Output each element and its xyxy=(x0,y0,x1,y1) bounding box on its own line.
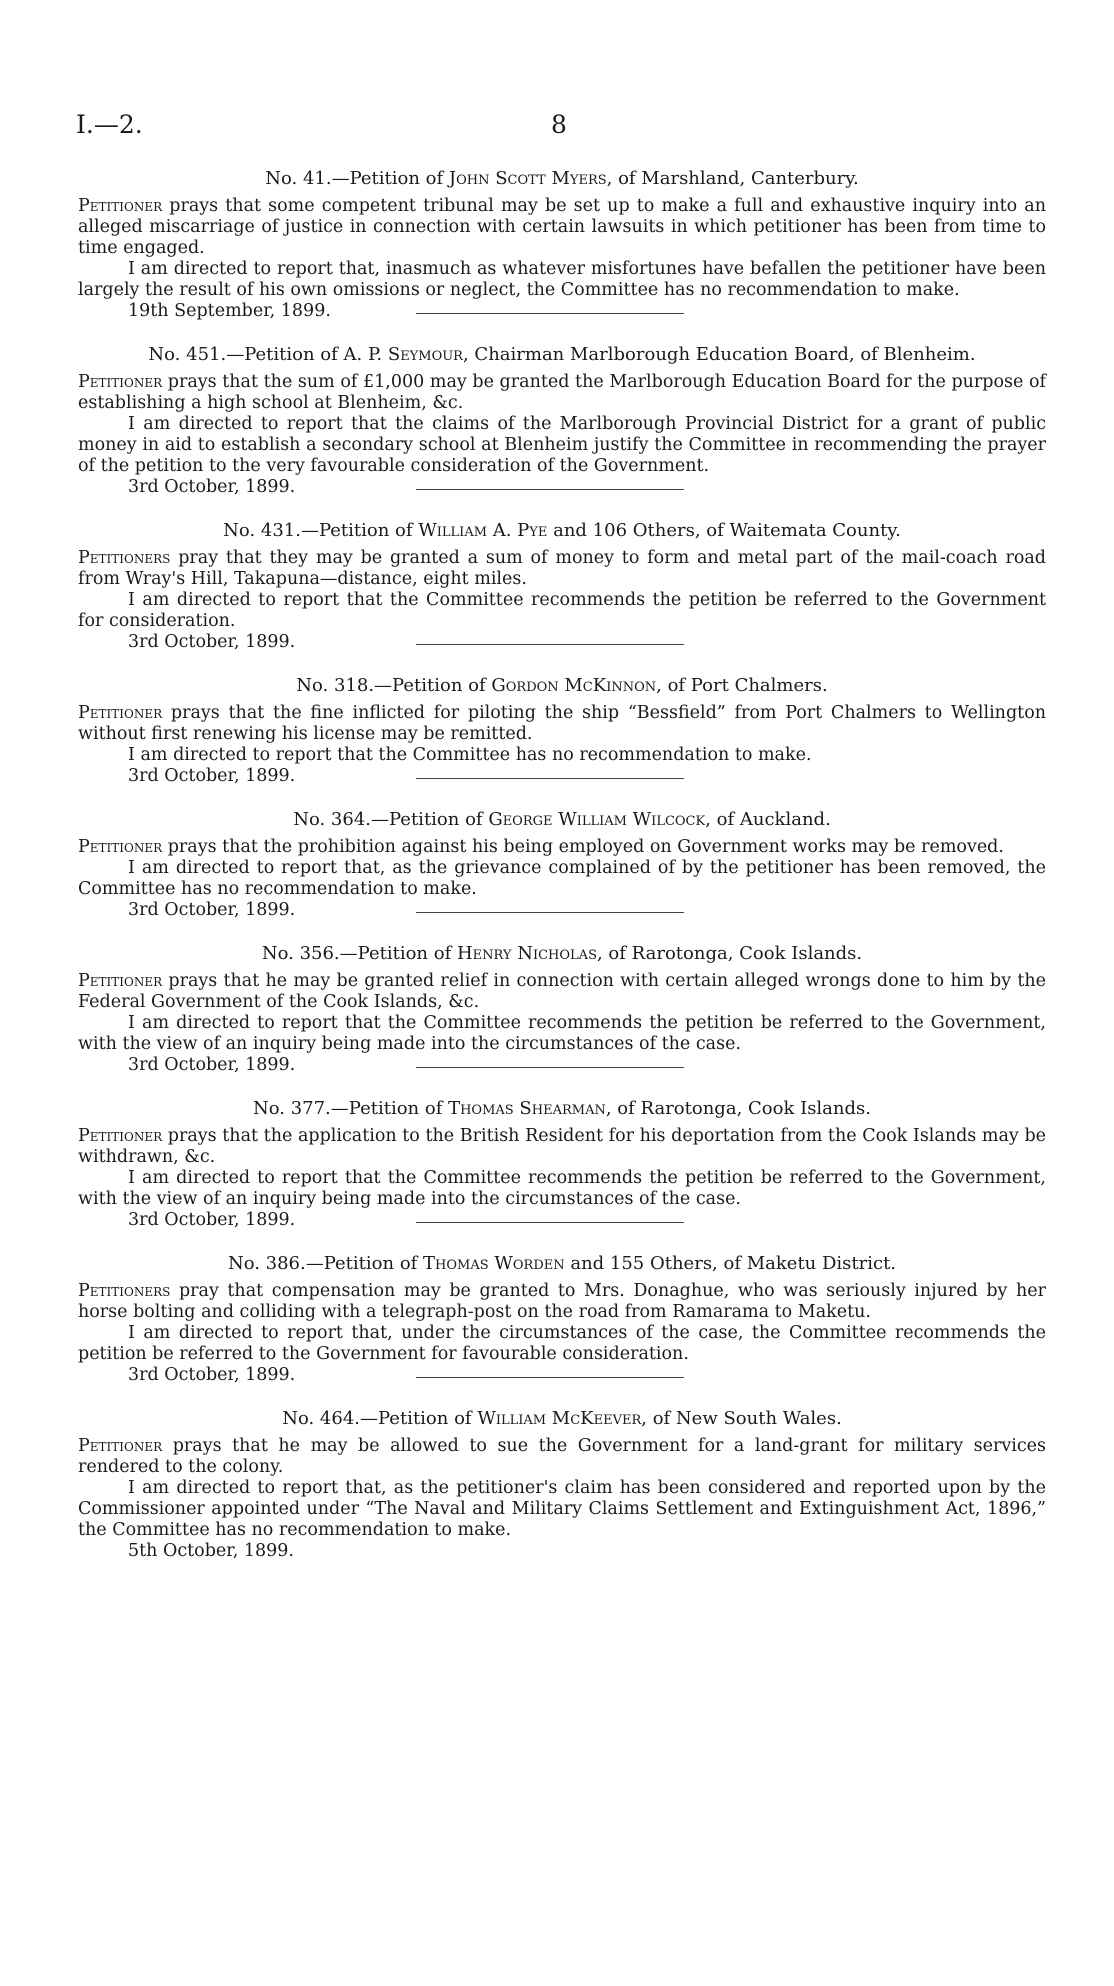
separator-rule xyxy=(416,644,684,645)
petition-number: No. 464.—Petition of xyxy=(282,1408,478,1429)
petition-number: No. 451.—Petition of A. P. xyxy=(148,344,388,365)
petitioner-lead-word: Petitioner xyxy=(78,703,163,723)
report-date-line xyxy=(78,1541,1046,1562)
report-date: 3rd October, 1899. xyxy=(128,632,296,652)
petition-prayer xyxy=(78,1436,1046,1478)
report-date-line xyxy=(78,632,1046,653)
petitioner-lead-word: Petitioners xyxy=(78,548,171,568)
separator-rule xyxy=(416,778,684,779)
petition-entry xyxy=(78,943,1046,1076)
petition-origin: , of Marshland, Canterbury. xyxy=(606,168,859,189)
report-date-line xyxy=(78,301,1046,322)
petition-number: No. 356.—Petition of xyxy=(261,943,457,964)
report-date-line xyxy=(78,1210,1046,1231)
petition-origin: , Chairman Marlborough Education Board, of Blenheim. xyxy=(462,344,976,365)
prayer-text: pray that they may be granted a sum of money to form and metal part of the mail-coach road from Wray's Hill, Takapuna—distance, eight miles. xyxy=(78,548,1046,589)
report-date: 19th September, 1899. xyxy=(128,301,331,321)
report-date-line xyxy=(78,477,1046,498)
petitioner-lead-word: Petitioner xyxy=(78,196,163,216)
committee-report: I am directed to report that, as the petitioner's claim has been considered and reported upon by the Commissioner appointed under “The Naval and Military Claims Settlement and Extinguishment Act, 1896,” the Committee has no recommendation to make. xyxy=(78,1478,1046,1540)
petition-entry xyxy=(78,675,1046,787)
prayer-text: prays that the prohibition against his being employed on Government works may be removed. xyxy=(162,837,1004,857)
separator-rule xyxy=(416,912,684,913)
petition-number: No. 364.—Petition of xyxy=(293,809,489,830)
petition-entry xyxy=(78,1098,1046,1231)
petition-entry xyxy=(78,809,1046,921)
report-date: 5th October, 1899. xyxy=(128,1541,294,1561)
petitioner-lead-word: Petitioner xyxy=(78,971,163,991)
report-date-line xyxy=(78,766,1046,787)
committee-report: I am directed to report that, inasmuch as whatever misfortunes have befallen the petitioner have been largely the result of his own omissions or neglect, the Committee has no recommendation to make. xyxy=(78,259,1046,300)
committee-report: I am directed to report that the Committee recommends the petition be referred to the Government, with the view of an inquiry being made into the circumstances of the case. xyxy=(78,1013,1046,1054)
petition-number: No. 377.—Petition of xyxy=(252,1098,449,1119)
petitioner-lead-word: Petitioner xyxy=(78,1126,163,1146)
report-date-line xyxy=(78,1055,1046,1076)
committee-report: I am directed to report that the Committee recommends the petition be referred to the Government, with the view of an inquiry being made into the circumstances of the case. xyxy=(78,1168,1046,1209)
prayer-text: prays that he may be granted relief in connection with certain alleged wrongs done to him by the Federal Government of the Cook Islands, &c. xyxy=(78,971,1046,1012)
page-header xyxy=(76,110,1036,150)
separator-rule xyxy=(416,489,684,490)
petition-origin: , of Auckland. xyxy=(705,809,831,830)
committee-report: I am directed to report that, under the circumstances of the case, the Committee recommends the petition be referred to the Government for favourable consideration. xyxy=(78,1323,1046,1364)
petition-prayer xyxy=(78,196,1046,259)
petition-prayer xyxy=(78,837,1046,858)
petition-prayer xyxy=(78,1126,1046,1168)
report-date-line xyxy=(78,900,1046,921)
petition-origin: , of Rarotonga, Cook Islands. xyxy=(596,943,863,964)
petitioner-name: Thomas Worden xyxy=(423,1253,565,1274)
petition-origin: , of New South Wales. xyxy=(641,1408,842,1429)
petition-title xyxy=(78,168,1046,190)
petition-origin: , of Rarotonga, Cook Islands. xyxy=(605,1098,871,1119)
petition-title xyxy=(78,344,1046,366)
petition-number: No. 41.—Petition of xyxy=(265,168,449,189)
petition-title xyxy=(78,1253,1046,1275)
petition-title xyxy=(78,1098,1046,1120)
petitioner-name: Thomas Shearman xyxy=(448,1098,606,1119)
petitioner-lead-word: Petitioner xyxy=(78,837,163,857)
petition-prayer xyxy=(78,372,1046,414)
report-date-line xyxy=(78,1365,1046,1386)
petitioner-name: George William Wilcock xyxy=(488,809,706,830)
petition-title xyxy=(78,675,1046,697)
petition-list xyxy=(78,168,1046,1584)
petitioner-name: John Scott Myers xyxy=(448,168,607,189)
prayer-text: prays that the fine inflicted for piloting the ship “Bessfield” from Port Chalmers to Wellington without first renewing his license may be remitted. xyxy=(78,703,1046,744)
petition-title xyxy=(78,1408,1046,1430)
petition-origin: and 106 Others, of Waitemata County. xyxy=(547,520,901,541)
prayer-text: prays that the sum of £1,000 may be granted the Marlborough Education Board for the purpose of establishing a high school at Blenheim, &c. xyxy=(78,372,1046,413)
prayer-text: prays that some competent tribunal may be set up to make a full and exhaustive inquiry into an alleged miscarriage of justice in connection with certain lawsuits in which petitioner has been from time to time engaged. xyxy=(78,196,1046,258)
petition-origin: and 155 Others, of Maketu District. xyxy=(564,1253,897,1274)
petition-prayer xyxy=(78,548,1046,590)
page-number: 8 xyxy=(551,110,567,139)
petitioner-lead-word: Petitioner xyxy=(78,372,163,392)
document-reference: I.—2. xyxy=(76,110,143,139)
separator-rule xyxy=(416,1222,684,1223)
petition-entry xyxy=(78,344,1046,498)
report-date: 3rd October, 1899. xyxy=(128,900,296,920)
petitioner-name: Henry Nicholas xyxy=(456,943,597,964)
petition-prayer xyxy=(78,1281,1046,1323)
petition-number: No. 318.—Petition of xyxy=(296,675,492,696)
committee-report: I am directed to report that the Committee has no recommendation to make. xyxy=(128,745,812,765)
separator-rule xyxy=(416,1067,684,1068)
petition-number: No. 386.—Petition of xyxy=(227,1253,424,1274)
petition-entry xyxy=(78,1253,1046,1386)
petitioner-name: Seymour xyxy=(387,344,463,365)
petition-entry xyxy=(78,1408,1046,1562)
separator-rule xyxy=(416,1377,684,1378)
petition-entry xyxy=(78,168,1046,322)
petition-title xyxy=(78,520,1046,542)
petition-number: No. 431.—Petition of xyxy=(223,520,419,541)
prayer-text: pray that compensation may be granted to Mrs. Donaghue, who was seriously injured by her horse bolting and colliding with a telegraph-post on the road from Ramarama to Maketu. xyxy=(78,1281,1046,1322)
report-date: 3rd October, 1899. xyxy=(128,1210,296,1230)
petition-origin: , of Port Chalmers. xyxy=(656,675,828,696)
separator-rule xyxy=(416,313,684,314)
petition-prayer xyxy=(78,703,1046,745)
report-date: 3rd October, 1899. xyxy=(128,477,296,497)
prayer-text: prays that he may be allowed to sue the Government for a land-grant for military services rendered to the colony. xyxy=(78,1436,1046,1477)
petition-title xyxy=(78,943,1046,965)
petition-entry xyxy=(78,520,1046,653)
petition-title xyxy=(78,809,1046,831)
report-date: 3rd October, 1899. xyxy=(128,1365,296,1385)
committee-report: I am directed to report that, as the grievance complained of by the petitioner has been removed, the Committee has no recommendation to make. xyxy=(78,858,1046,899)
prayer-text: prays that the application to the British Resident for his deportation from the Cook Islands may be withdrawn, &c. xyxy=(78,1126,1046,1167)
committee-report: I am directed to report that the Committee recommends the petition be referred to the Government for consideration. xyxy=(78,590,1046,631)
petitioner-name: William A. Pye xyxy=(418,520,548,541)
petition-prayer xyxy=(78,971,1046,1013)
petitioner-lead-word: Petitioner xyxy=(78,1436,163,1456)
petitioner-name: Gordon McKinnon xyxy=(491,675,657,696)
report-date: 3rd October, 1899. xyxy=(128,766,296,786)
committee-report: I am directed to report that the claims of the Marlborough Provincial District for a grant of public money in aid to establish a secondary school at Blenheim justify the Committee in recommending the prayer of the petition to the very favourable consideration of the Government. xyxy=(78,414,1046,476)
petitioner-lead-word: Petitioners xyxy=(78,1281,171,1301)
report-date: 3rd October, 1899. xyxy=(128,1055,296,1075)
petitioner-name: William McKeever xyxy=(477,1408,642,1429)
